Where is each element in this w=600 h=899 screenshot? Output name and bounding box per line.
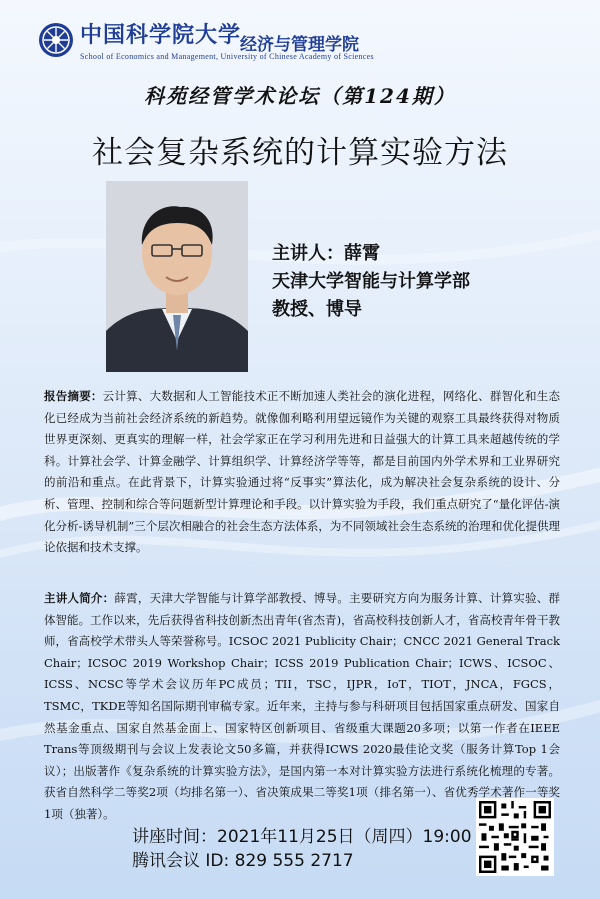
speaker-title: 教授、博导 (272, 299, 362, 320)
abstract-section (44, 386, 560, 559)
university-name: 中国科学院大学 (80, 22, 242, 48)
speaker-info (272, 240, 470, 324)
bio-label: 主讲人简介： (44, 591, 115, 605)
bio-section (44, 588, 560, 826)
qr-code-icon[interactable] (476, 798, 554, 876)
speaker-affiliation: 天津大学智能与计算学部 (272, 271, 470, 292)
forum-title: 科苑经管学术论坛（第124期） (144, 84, 456, 108)
school-name: 经济与管理学院 (240, 35, 359, 55)
talk-title: 社会复杂系统的计算实验方法 (92, 135, 508, 171)
abstract-text: 云计算、大数据和人工智能技术正不断加速人类社会的演化进程，网络化、群智化和生态化已经成为当前社会经济系统的新趋势。就像伽利略利用望远镜作为关键的观察工具最终获得对物质世界更深刻、更真实的理解一样，社会学家正在学习利用先进和日益强大的计算工具来超越传统的学科。计算社会学、计算金融学、计算组织学、计算经济学等等，都是目前国内外学术界和工业界研究的前沿和重点。在此背景下，计算实验通过将“反事实”算法化，成为解决社会复杂系统的设计、分析、管理、控制和综合等问题新型计算理论和手段。以计算实验为手段，我们重点研究了“量化评估-演化分析-诱导机制”三个层次相融合的社会生态方法体系，为不同领域社会生态系统的治理和优化提供理论依据和技术支撑。 (44, 389, 561, 555)
speaker-photo (106, 181, 248, 372)
meeting-id: 腾讯会议 ID: 829 555 2717 (132, 851, 354, 871)
abstract-label: 报告摘要： (44, 389, 103, 403)
school-english-name: School of Economics and Management, University of Chinese Academy of Sciences (80, 52, 374, 61)
event-time: 讲座时间：2021年11月25日（周四）19:00 (132, 827, 472, 847)
speaker-name: 主讲人：薛霄 (272, 243, 380, 264)
ucas-logo-icon (38, 22, 74, 58)
page-header (0, 0, 600, 76)
bio-text: 薛霄，天津大学智能与计算学部教授、博导。主要研究方向为服务计算、计算实验、群体智能。工作以来，先后获得省科技创新杰出青年(省杰青)，省高校科技创新人才，省高校青年骨干教师，省高校学术带头人等荣誉称号。ICSOC 2021 Publicity Chair；CNCC 2021 General Track Chair；ICSOC 2019 Workshop Chair；ICSS 2019 Publication Chair；ICWS、ICSOC、ICSS、NCSC等学术会议历年PC成员；TII，TSC，IJPR，IoT，TIOT，JNCA，FGCS，TSMC，TKDE等知名国际期刊审稿专家。近年来，主持与参与科研项目包括国家重点研发、国家自然基金重点、国家自然基金面上、国家特区创新项目、省级重大课题20多项；以第一作者在IEEE Trans等顶级期刊与会议上发表论文50多篇，并获得ICWS 2020最佳论文奖（服务计算Top 1会议）；出版著作《复杂系统的计算实验方法》，是国内第一本对计算实验方法进行系统化梳理的专著。获省自然科学二等奖2项（均排名第一）、省决策成果二等奖1项（排名第一）、省优秀学术著作一等奖1项（独著）。 (44, 591, 561, 821)
